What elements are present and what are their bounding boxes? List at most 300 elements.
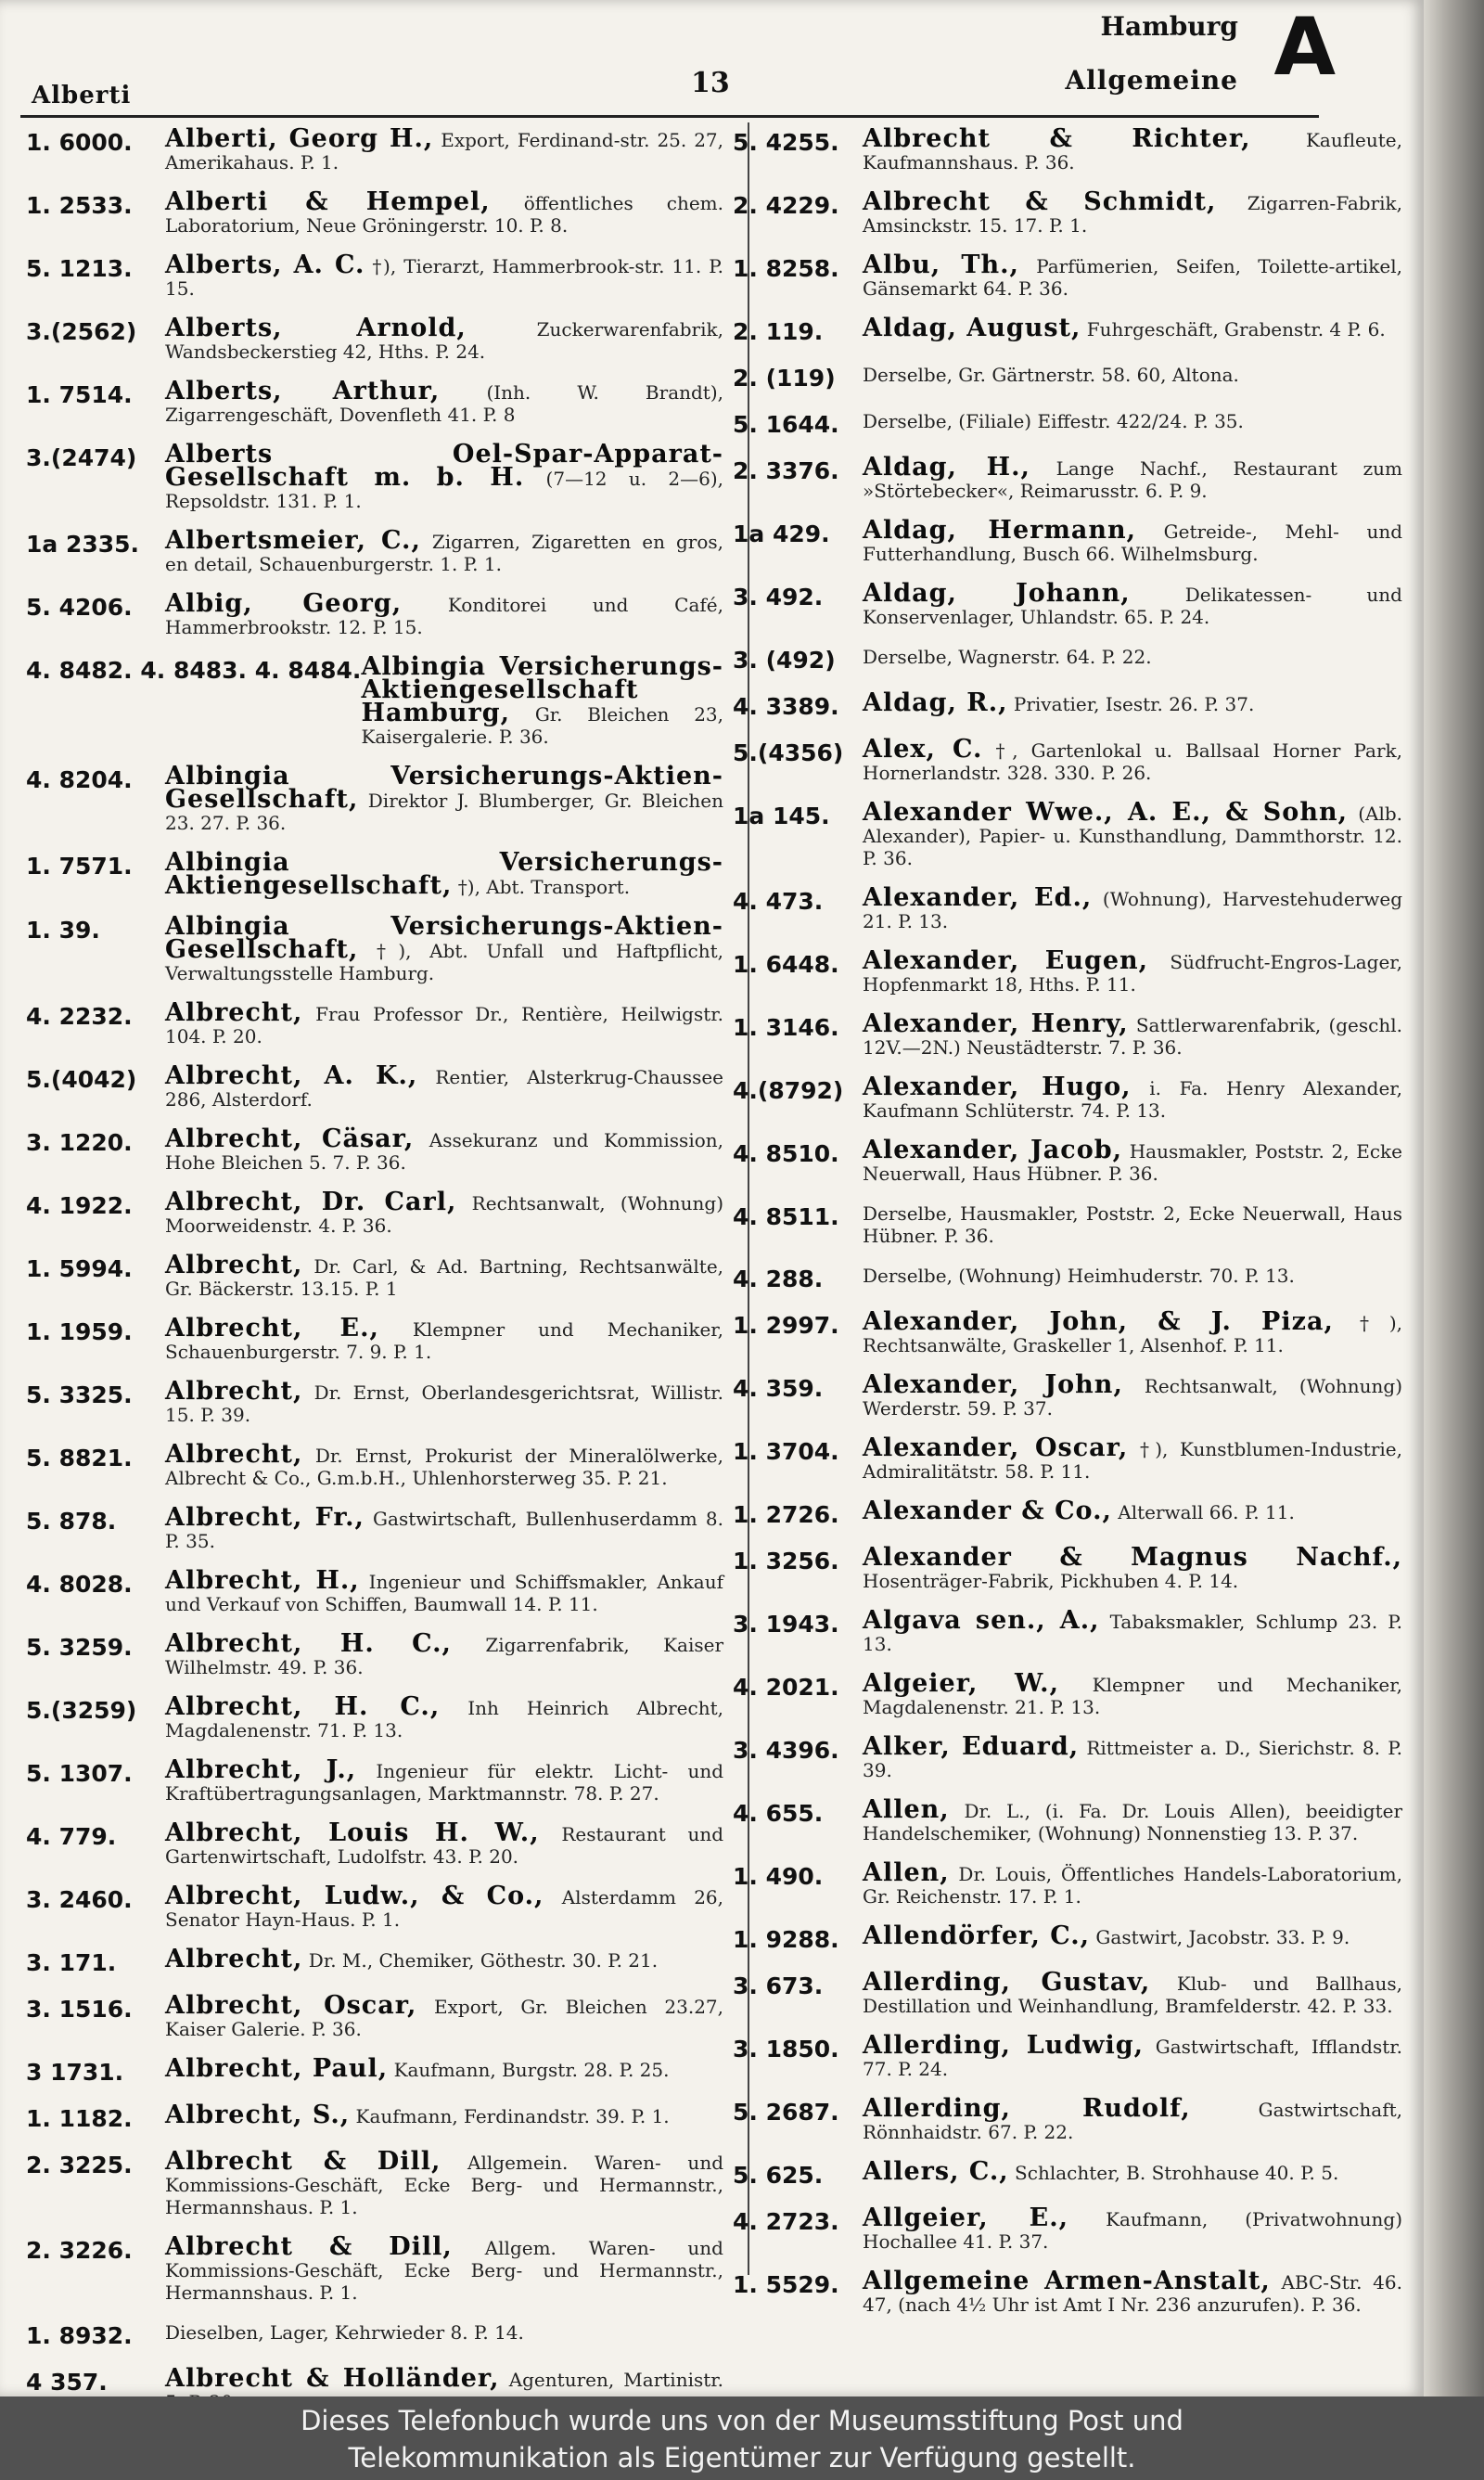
entry-details: Klempner und Mechaniker, Schauenburgerstr. 7. 9. P. 1. (165, 1318, 723, 1363)
entry-body (165, 124, 724, 173)
entry-name: Alberts, Arnold, (165, 314, 467, 342)
entry-details: Fuhrgeschäft, Grabenstr. 4 P. 6. (1086, 318, 1386, 341)
entry-body (863, 1606, 1403, 1655)
directory-entry (26, 1566, 724, 1615)
entry-body (863, 1433, 1402, 1483)
entry-details: Rechtsanwalt, (Wohnung) Moorweidenstr. 4. P. 36. (165, 1192, 723, 1237)
entry-details: Dr. M., Chemiker, Göthestr. 30. P. 21. (308, 1949, 659, 1972)
phone-number: 4. 8482. 4. 8483. 4. 8484. (26, 657, 362, 684)
entry-body (165, 1566, 724, 1615)
entry-details: Schlachter, B. Strohhause 40. P. 5. (1015, 2162, 1339, 2184)
phone-number: 4. 2232. (26, 1003, 133, 1030)
left-column (26, 124, 724, 2431)
directory-entry (733, 314, 1402, 346)
directory-entry (733, 688, 1402, 721)
entry-name: Albrecht, H. C., (165, 1692, 441, 1721)
directory-entry (733, 410, 1402, 439)
entry-body (165, 1882, 724, 1931)
entry-name: Alexander, Eugen, (863, 946, 1149, 975)
entry-name: Albrecht, Paul, (165, 2054, 389, 2083)
entry-details: Gastwirtschaft, Ifflandstr. 77. P. 24. (863, 2036, 1402, 2080)
phone-number: 2. 4229. (733, 192, 839, 219)
phone-number: 4. 2723. (733, 2208, 839, 2235)
entry-body (361, 652, 723, 748)
entry-name: Aldag, H., (863, 453, 1030, 482)
footer-line-1: Dieses Telefonbuch wurde uns von der Museumsstiftung Post und (301, 2405, 1183, 2436)
entry-details: †, Gartenlokal u. Ballsaal Horner Park, Hornerlandstr. 328. 330. P. 26. (863, 739, 1402, 784)
phone-number: 4. 8510. (733, 1140, 839, 1167)
entry-body (863, 1009, 1402, 1059)
entry-details: Hosenträger-Fabrik, Pickhuben 4. P. 14. (863, 1570, 1239, 1592)
entry-details: Gr. Bleichen 23, Kaisergalerie. P. 36. (361, 703, 723, 748)
entry-details: Inh Heinrich Albrecht, Magdalenenstr. 71. P. 13. (165, 1697, 723, 1741)
entry-body (165, 1629, 724, 1678)
directory-entry (733, 453, 1402, 502)
entry-name: Algava sen., A., (863, 1606, 1100, 1635)
entry-details: Sattlerwarenfabrik, (geschl. 12V.—2N.) Neustädterstr. 7. P. 36. (863, 1014, 1402, 1059)
phone-number: 5. 2687. (733, 2099, 839, 2126)
phone-number: 1. 1182. (26, 2105, 133, 2132)
phone-number: 3. 1516. (26, 1996, 133, 2023)
entry-details: Konditorei und Café, Hammerbrookstr. 12. P. 15. (165, 594, 723, 638)
phone-number: 1a 145. (733, 803, 830, 829)
entry-name: Albrecht, S., (165, 2101, 351, 2129)
entry-body (863, 1921, 1402, 1950)
entry-body (863, 735, 1402, 784)
entry-body (165, 1818, 724, 1868)
entry-name: Alexander & Co., (863, 1497, 1112, 1525)
entry-body (863, 1497, 1402, 1525)
entry-details: i. Fa. Henry Alexander, Kaufmann Schlüterstr. 74. P. 13. (863, 1077, 1402, 1122)
entry-body (863, 187, 1402, 237)
phone-number: 5.(4042) (26, 1066, 137, 1093)
phone-number: 5. 3259. (26, 1634, 133, 1661)
phone-number: 3. 1850. (733, 2036, 839, 2062)
phone-number: 3. 673. (733, 1972, 824, 1999)
entry-details: Kaufmann, Burgstr. 28. P. 25. (393, 2059, 670, 2081)
entry-body (863, 2267, 1402, 2316)
phone-number: 5. 4206. (26, 594, 133, 621)
entry-name: Alexander, John, (863, 1370, 1123, 1399)
phone-number: 1. 7514. (26, 381, 133, 408)
entry-body (863, 1968, 1403, 2017)
entry-name: Allerding, Rudolf, (863, 2094, 1191, 2123)
phone-number: 1. 8932. (26, 2322, 133, 2349)
phone-number: 4.(8792) (733, 1077, 844, 1104)
phone-number: 3. 492. (733, 584, 824, 610)
entry-body (165, 526, 723, 575)
entry-name: Albrecht, Cäsar, (165, 1124, 415, 1153)
header-city: Hamburg (1100, 11, 1238, 42)
phone-number: 3. (492) (733, 647, 836, 674)
directory-entry (26, 848, 723, 900)
directory-entry (26, 2054, 723, 2087)
entry-body (165, 377, 723, 426)
entry-name: Albrecht & Holländer, (165, 2364, 500, 2393)
entry-details: Ingenieur und Schiffsmakler, Ankauf und Verkauf von Schiffen, Baumwall 14. P. 11. (165, 1571, 724, 1615)
directory-entry (26, 1188, 723, 1237)
entry-body (165, 1377, 723, 1426)
entry-details: †), Abt. Transport. (457, 876, 631, 898)
phone-number: 2. 3376. (733, 457, 839, 484)
phone-number: 1. 2533. (26, 192, 133, 219)
entry-details: Hausmakler, Poststr. 2, Ecke Neuerwall, Haus Hübner. P. 36. (863, 1140, 1403, 1185)
entry-name: Albig, Georg, (165, 589, 403, 618)
phone-number: 5.(4356) (733, 739, 844, 766)
footer-line-2: Telekommunikation als Eigentümer zur Verfügung gestellt. (348, 2442, 1136, 2474)
entry-body (165, 589, 723, 638)
entry-body (863, 1795, 1403, 1844)
entry-body (863, 688, 1402, 717)
directory-entry (733, 946, 1402, 996)
entry-details: Assekuranz und Kommission, Hohe Bleichen 5. 7. P. 36. (165, 1129, 723, 1174)
footer-notice (0, 2396, 1484, 2480)
directory-entry (733, 1073, 1402, 1122)
entry-details: †), Tierarzt, Hammerbrook-str. 11. P. 15. (165, 255, 723, 300)
entry-body (863, 1073, 1402, 1122)
entry-body (863, 1858, 1402, 1908)
directory-entry (26, 526, 723, 575)
entry-name: Albingia Versicherungs-Aktiengesellschaft, (165, 848, 723, 900)
entry-body (863, 946, 1402, 996)
entry-name: Albrecht & Richter, (863, 124, 1251, 153)
entry-details: Rittmeister a. D., Sierichstr. 8. P. 39. (863, 1737, 1402, 1781)
entry-details: öffentliches chem. Laboratorium, Neue Gröningerstr. 10. P. 8. (165, 192, 723, 237)
directory-entry (26, 1314, 723, 1363)
entry-body (863, 646, 1402, 668)
entry-details: Derselbe, Hausmakler, Poststr. 2, Ecke Neuerwall, Haus Hübner. P. 36. (863, 1202, 1402, 1247)
entry-body (165, 251, 723, 300)
entry-details: (Wohnung), Harvestehuderweg 21. P. 13. (863, 888, 1402, 932)
entry-details: Ingenieur für elektr. Licht- und Kraftübertragungsanlagen, Marktmannstr. 78. P. 27. (165, 1760, 724, 1805)
directory-entry (26, 187, 723, 237)
entry-name: Allers, C., (863, 2157, 1009, 2186)
entry-details: Allgem. Waren- und Kommissions-Geschäft, Ecke Berg- und Hermannstr., Hermannshaus. P. 1. (165, 2237, 723, 2304)
phone-number: 4. 2021. (733, 1674, 839, 1701)
entry-body (165, 1440, 724, 1489)
entry-body (165, 1991, 723, 2040)
directory-entry (733, 1307, 1403, 1356)
directory-entry (733, 1732, 1402, 1781)
phone-number: 4. 359. (733, 1375, 824, 1402)
phone-number: 1. 6448. (733, 951, 839, 978)
entry-name: Alexander, Jacob, (863, 1136, 1123, 1164)
entry-details: Getreide-, Mehl- und Futterhandlung, Busch 66. Wilhelmsburg. (863, 520, 1403, 565)
phone-number: 2. (119) (733, 365, 836, 392)
directory-entry (26, 2147, 724, 2218)
entry-name: Alexander Wwe., A. E., & Sohn, (863, 798, 1348, 827)
entry-name: Albrecht, H. C., (165, 1629, 452, 1658)
directory-entry (733, 1921, 1402, 1954)
phone-number: 3. 4396. (733, 1737, 839, 1764)
phone-number: 4. 8204. (26, 766, 133, 793)
directory-entry (26, 1629, 724, 1678)
directory-entry (733, 579, 1402, 628)
phone-number: 4. 3389. (733, 693, 839, 720)
directory-entry (733, 1669, 1402, 1718)
directory-entry (733, 1433, 1402, 1483)
entry-details: Derselbe, Gr. Gärtnerstr. 58. 60, Altona. (863, 364, 1239, 386)
entry-body (863, 1370, 1402, 1420)
directory-entry (26, 1503, 723, 1552)
header-rule (20, 115, 1319, 118)
entry-name: Alberti, Georg H., (165, 124, 434, 153)
right-column (733, 124, 1403, 2333)
directory-entry (733, 1370, 1402, 1420)
phone-number: 1. 1959. (26, 1318, 133, 1345)
entry-body (165, 1061, 723, 1111)
directory-entry (26, 124, 724, 173)
entry-details: Export, Gr. Bleichen 23.27, Kaiser Galerie. P. 36. (165, 1996, 723, 2040)
directory-entry (733, 646, 1402, 675)
entry-body (165, 912, 723, 984)
directory-entry (733, 883, 1402, 932)
directory-entry (733, 1009, 1402, 1059)
entry-name: Albingia Versicherungs-Aktien-Gesellschaft, (165, 912, 723, 964)
phone-number: 4. 8511. (733, 1203, 839, 1230)
entry-body (863, 1307, 1403, 1356)
entry-details: †), Abt. Unfall und Haftpflicht, Verwaltungsstelle Hamburg. (165, 940, 723, 984)
phone-number: 5. 878. (26, 1508, 117, 1535)
phone-number: 1. 2997. (733, 1312, 839, 1339)
directory-entry (26, 912, 723, 984)
entry-details: Derselbe, (Wohnung) Heimhuderstr. 70. P. 13. (863, 1265, 1295, 1287)
entry-body (863, 314, 1402, 342)
entry-details: Kaufmann, Ferdinandstr. 39. P. 1. (355, 2105, 670, 2127)
phone-number: 1. 3256. (733, 1548, 839, 1574)
phone-number: 1. 490. (733, 1863, 824, 1890)
entry-body (863, 1202, 1402, 1247)
entry-body (863, 1543, 1402, 1592)
entry-details: Gastwirtschaft, Rönnhaidstr. 67. P. 22. (863, 2099, 1402, 2143)
entry-name: Alker, Eduard, (863, 1732, 1080, 1761)
entry-details: Parfümerien, Seifen, Toilette-artikel, Gänsemarkt 64. P. 36. (863, 255, 1402, 300)
phone-number: 4. 1922. (26, 1192, 133, 1219)
directory-entry (26, 2101, 723, 2133)
entry-name: Allendörfer, C., (863, 1921, 1091, 1950)
entry-name: Alberts Oel-Spar-Apparat-Gesellschaft m. b. H. (165, 440, 723, 492)
entry-details: Derselbe, Wagnerstr. 64. P. 22. (863, 646, 1152, 668)
phone-number: 1a 2335. (26, 531, 140, 558)
directory-entry (733, 251, 1402, 300)
phone-number: 3. 1943. (733, 1611, 839, 1638)
directory-entry (733, 516, 1403, 565)
entry-name: Albrecht, E., (165, 1314, 379, 1343)
phone-number: 4. 473. (733, 888, 824, 915)
entry-body (863, 2204, 1402, 2253)
entry-details: Allgemein. Waren- und Kommissions-Geschäft, Ecke Berg- und Hermannstr., Hermannshaus. P. 1. (165, 2152, 724, 2218)
entry-details: Alsterdamm 26, Senator Hayn-Haus. P. 1. (165, 1886, 724, 1931)
entry-body (863, 1265, 1402, 1287)
entry-details: Agenturen, Martinistr. (508, 2369, 723, 2391)
directory-entry (26, 1818, 724, 1868)
directory-entry (26, 589, 723, 638)
directory-entry (26, 2232, 723, 2304)
entry-name: Alexander, Oscar, (863, 1433, 1129, 1462)
entry-body (165, 1314, 723, 1363)
phone-number: 1. 6000. (26, 129, 133, 156)
entry-name: Albrecht, (165, 1440, 303, 1469)
entry-details: Gastwirt, Jacobstr. 33. P. 9. (1095, 1926, 1350, 1948)
entry-details: Direktor J. Blumberger, Gr. Bleichen 23. 27. P. 36. (165, 790, 723, 834)
entry-body (165, 2054, 723, 2083)
phone-number: 1. 5529. (733, 2271, 839, 2298)
entry-name: Albrecht, A. K., (165, 1061, 418, 1090)
entry-name: Allen, (863, 1795, 950, 1824)
entry-details: Rechtsanwalt, (Wohnung) Werderstr. 59. P. 37. (863, 1375, 1402, 1420)
directory-entry (26, 1755, 724, 1805)
entry-body (863, 364, 1402, 386)
phone-number: 4. 8028. (26, 1571, 133, 1598)
entry-body (863, 410, 1402, 432)
directory-entry (26, 1882, 724, 1931)
entry-body (165, 2147, 724, 2218)
entry-details: Dieselben, Lager, Kehrwieder 8. P. 14. (165, 2321, 524, 2344)
entry-body (863, 2094, 1402, 2143)
entry-name: Alberti & Hempel, (165, 187, 491, 216)
entry-name: Alexander, Henry, (863, 1009, 1129, 1038)
entry-name: Alberts, A. C. (165, 251, 365, 279)
entry-details: Frau Professor Dr., Rentière, Heilwigstr. 104. P. 20. (165, 1003, 724, 1047)
entry-name: Albrecht, Louis H. W., (165, 1818, 540, 1847)
entry-details: Delikatessen- und Konservenlager, Uhlandstr. 65. P. 24. (863, 584, 1402, 628)
entry-details: Dr. Ernst, Oberlandesgerichtsrat, Willistr. 15. P. 39. (165, 1381, 723, 1426)
entry-name: Allgeier, E., (863, 2204, 1069, 2232)
entry-details: Klub- und Ballhaus, Destillation und Weinhandlung, Bramfelderstr. 42. P. 33. (863, 1972, 1403, 2017)
entry-body (165, 848, 723, 900)
entry-name: Albrecht, (165, 1251, 303, 1279)
entry-name: Allerding, Ludwig, (863, 2031, 1144, 2060)
directory-entry (733, 1497, 1402, 1529)
directory-entry (733, 1543, 1402, 1592)
entry-details: Klempner und Mechaniker, Magdalenenstr. 21. P. 13. (863, 1674, 1402, 1718)
entry-name: Aldag, Hermann, (863, 516, 1137, 545)
entry-body (863, 453, 1402, 502)
directory-entry (733, 1136, 1403, 1185)
phone-number: 1. 7571. (26, 853, 133, 880)
directory-entry (26, 2321, 723, 2350)
directory-entry (26, 251, 723, 300)
entry-details: Kaufleute, Kaufmannshaus. P. 36. (863, 129, 1402, 173)
directory-entry (733, 735, 1402, 784)
phone-number: 4. 655. (733, 1800, 824, 1827)
entry-body (863, 251, 1402, 300)
entry-name: Albrecht & Dill, (165, 2147, 441, 2176)
directory-entry (26, 1251, 724, 1300)
entry-details: Tabaksmakler, Schlump 23. P. 13. (863, 1611, 1403, 1655)
entry-details: Dr. Louis, Öffentliches Handels-Laboratorium, Gr. Reichenstr. 17. P. 1. (863, 1863, 1402, 1908)
phone-number: 5. 1644. (733, 411, 839, 438)
entry-name: Aldag, August, (863, 314, 1081, 342)
entry-body (165, 2321, 723, 2344)
directory-entry (26, 1124, 723, 1174)
entry-body (863, 798, 1403, 869)
entry-details: †), Rechtsanwälte, Graskeller 1, Alsenhof. P. 11. (863, 1312, 1403, 1356)
entry-details: Privatier, Isestr. 26. P. 37. (1013, 693, 1255, 715)
entry-name: Allen, (863, 1858, 950, 1887)
entry-details: Zigarren-Fabrik, Amsinckstr. 15. 17. P. 1. (863, 192, 1402, 237)
entry-body (165, 1503, 723, 1552)
phone-number: 4. 288. (733, 1266, 824, 1292)
directory-entry (733, 364, 1402, 392)
entry-body (863, 883, 1402, 932)
entry-details: Dr. L., (i. Fa. Dr. Louis Allen), beeidigter Handelschemiker, (Wohnung) Nonnenstieg 13. P. 37. (863, 1800, 1403, 1844)
directory-entry (733, 2157, 1402, 2190)
entry-name: Albrecht, Fr., (165, 1503, 365, 1532)
entry-details: Lange Nachf., Restaurant zum »Störtebecker«, Reimarusstr. 6. P. 9. (863, 457, 1402, 502)
entry-body (165, 2101, 723, 2129)
header-section: Allgemeine (1065, 65, 1238, 96)
entry-body (165, 1945, 723, 1973)
entry-details: Rentier, Alsterkrug-Chaussee 286, Alsterdorf. (165, 1066, 723, 1111)
entry-body (165, 998, 724, 1047)
header-letter: A (1273, 1, 1336, 94)
directory-entry (26, 1440, 724, 1489)
directory-entry (733, 1858, 1402, 1908)
entry-details: Export, Ferdinand-str. 25. 27, Amerikahaus. P. 1. (165, 129, 724, 173)
directory-entry (26, 1945, 723, 1977)
directory-entry (26, 377, 723, 426)
directory-entry (26, 1991, 723, 2040)
entry-body (165, 314, 723, 363)
entry-body (165, 1755, 724, 1805)
directory-entry (733, 187, 1402, 237)
directory-entry (26, 762, 723, 834)
entry-name: Aldag, R., (863, 688, 1008, 717)
page-number: 13 (691, 67, 730, 99)
entry-details: Gastwirtschaft, Bullenhuserdamm 8. P. 35. (165, 1508, 723, 1552)
entry-name: Albrecht, (165, 1945, 303, 1973)
entry-body (863, 579, 1402, 628)
phone-number: 4 357. (26, 2369, 108, 2396)
entry-details: Dr. Ernst, Prokurist der Mineralölwerke, Albrecht & Co., G.m.b.H., Uhlenhorsterweg 35. P. 21. (165, 1445, 724, 1489)
entry-name: Allerding, Gustav, (863, 1968, 1151, 1997)
entry-name: Albrecht, J., (165, 1755, 357, 1784)
entry-name: Albingia Versicherungs-Aktiengesellschaft Hamburg, (361, 652, 723, 727)
phone-number: 1. 2726. (733, 1501, 839, 1528)
phone-number: 2. 3225. (26, 2152, 133, 2178)
entry-body (165, 762, 723, 834)
directory-entry (26, 1061, 723, 1111)
entry-body (863, 516, 1403, 565)
entry-name: Aldag, Johann, (863, 579, 1131, 608)
phone-number: 3. 1220. (26, 1129, 133, 1156)
phone-number: 3 1731. (26, 2059, 124, 2086)
directory-entry (26, 314, 723, 363)
phone-number: 2. 3226. (26, 2237, 133, 2264)
entry-details: †), Kunstblumen-Industrie, Admiralitätstr. 58. P. 11. (863, 1438, 1402, 1483)
entry-details: ABC-Str. 46. 47, (nach 4½ Uhr ist Amt I Nr. 236 anzurufen). P. 36. (863, 2271, 1402, 2316)
entry-name: Albu, Th., (863, 251, 1019, 279)
phone-number: 1. 5994. (26, 1255, 133, 1282)
entry-details: Restaurant und Gartenwirtschaft, Ludolfstr. 43. P. 20. (165, 1823, 724, 1868)
directory-entry (733, 2204, 1402, 2253)
entry-body (863, 2031, 1402, 2080)
entry-name: Albertsmeier, C., (165, 526, 421, 555)
entry-details: (7—12 u. 2—6), Repsoldstr. 131. P. 1. (165, 468, 724, 512)
entry-name: Alexander, Ed., (863, 883, 1093, 912)
entry-name: Albrecht, H., (165, 1566, 360, 1595)
directory-entry (733, 2267, 1402, 2316)
entry-name: Allgemeine Armen-Anstalt, (863, 2267, 1271, 2295)
phone-number: 1. 3146. (733, 1014, 839, 1041)
directory-entry (26, 1377, 723, 1426)
phone-number: 3.(2474) (26, 444, 137, 471)
entry-details: Zigarren, Zigaretten en gros, en detail, Schauenburgerstr. 1. P. 1. (165, 531, 723, 575)
phone-number: 1. 9288. (733, 1926, 839, 1953)
phone-number: 5. 1213. (26, 255, 133, 282)
entry-name: Alex, C. (863, 735, 983, 764)
